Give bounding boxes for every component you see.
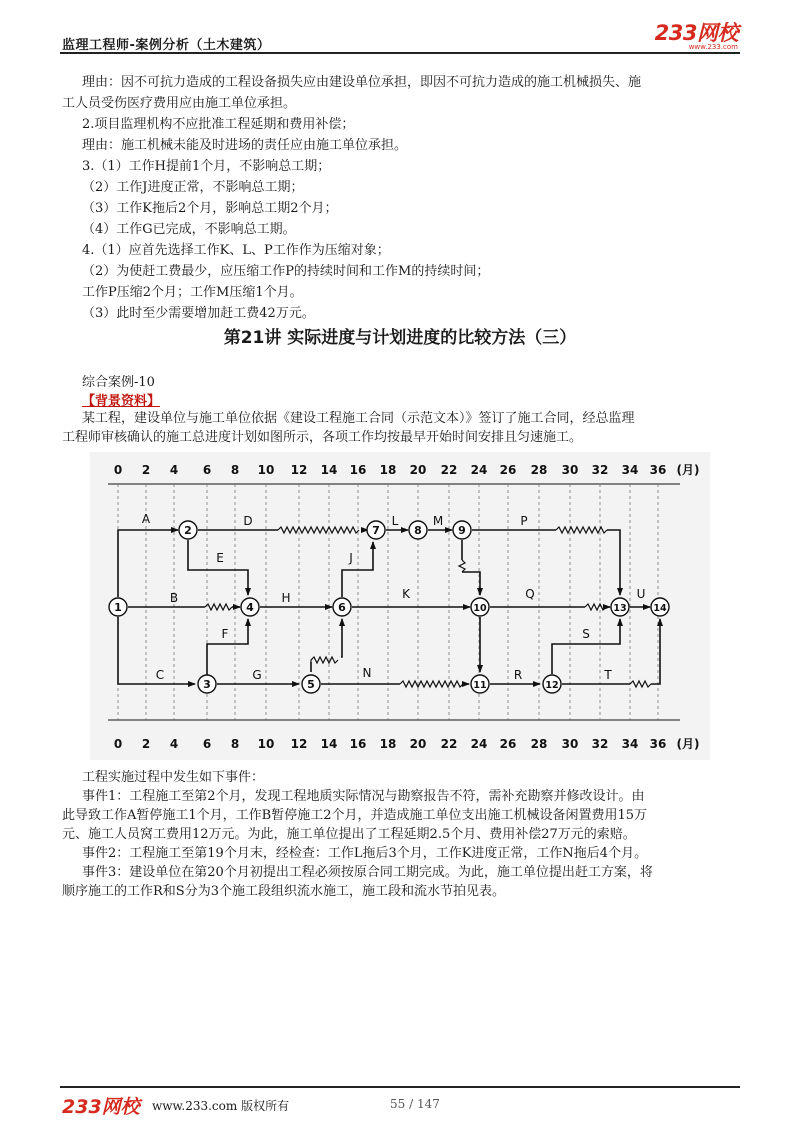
time-label: 6 <box>202 463 212 477</box>
activity-label: F <box>221 627 229 641</box>
node-8 <box>409 521 427 539</box>
copyright-text: www.233.com 版权所有 <box>152 1099 290 1113</box>
time-label: 14 <box>320 463 338 477</box>
logo-text: 233网校 <box>654 21 738 45</box>
svg-text:12: 12 <box>545 680 559 691</box>
node-3 <box>198 675 216 693</box>
time-label: 4 <box>169 463 179 477</box>
answer-line: （2）为使赶工费最少，应压缩工作P的持续时间和工作M的持续时间； <box>82 264 490 279</box>
svg-text:14: 14 <box>653 603 667 614</box>
activity-label: E <box>216 551 224 565</box>
answer-line: （4）工作G已完成，不影响总工期。 <box>82 222 296 237</box>
time-label: 34 <box>621 737 639 751</box>
page-footer <box>60 1086 740 1122</box>
activity-label: P <box>520 514 528 528</box>
activity-label: N <box>362 666 372 680</box>
activity-label: J <box>349 551 353 565</box>
page-number: 55 / 147 <box>390 1097 440 1111</box>
time-label: 32 <box>591 463 609 477</box>
node-11 <box>471 675 489 693</box>
activity-label: A <box>141 512 151 526</box>
activity-label: T <box>604 668 612 682</box>
answer-line: 工人员受伤医疗费用应由施工单位承担。 <box>62 96 297 111</box>
time-label: 32 <box>591 737 609 751</box>
time-label: 0 <box>113 463 123 477</box>
background-line: 某工程，建设单位与施工单位依据《建设工程施工合同（示范文本）》签订了施工合同，经总监理 <box>82 411 635 426</box>
section-heading: 第21讲 实际进度与计划进度的比较方法（三） <box>223 328 577 348</box>
svg-text:13: 13 <box>613 603 627 614</box>
svg-text:3: 3 <box>203 678 211 691</box>
answer-line: 理由：施工机械未能及时进场的责任应由施工单位承担。 <box>82 138 408 153</box>
time-label: 30 <box>561 463 579 477</box>
unit-label: (月) <box>676 737 700 751</box>
svg-text:4: 4 <box>246 601 254 614</box>
activity-label: U <box>636 587 646 601</box>
time-label: 28 <box>530 463 548 477</box>
footer-logo: 233网校 <box>62 1096 140 1118</box>
event-line: 元、施工人员窝工费用12万元。为此，施工单位提出了工程延期2.5个月、费用补偿27万元的索赔。 <box>62 827 636 842</box>
node-13 <box>611 598 629 616</box>
activity-label: D <box>243 514 253 528</box>
time-label: 14 <box>320 737 338 751</box>
svg-text:8: 8 <box>414 524 422 537</box>
time-label: 30 <box>561 737 579 751</box>
activity-label: R <box>513 668 523 682</box>
time-label: 4 <box>169 737 179 751</box>
activity-label: L <box>391 514 399 528</box>
answer-line: （2）工作J进度正常，不影响总工期； <box>82 180 304 195</box>
activity-label: M <box>432 514 444 528</box>
time-label: 36 <box>649 737 667 751</box>
time-label: 26 <box>499 737 517 751</box>
node-6 <box>333 598 351 616</box>
time-label: 26 <box>499 463 517 477</box>
node-1 <box>109 598 127 616</box>
activity-label: G <box>252 668 262 682</box>
time-label: 16 <box>349 463 367 477</box>
time-label: 10 <box>257 463 275 477</box>
network-diagram <box>90 452 710 760</box>
time-label: 6 <box>202 737 212 751</box>
time-label: 0 <box>113 737 123 751</box>
time-label: 18 <box>379 463 397 477</box>
event-line: 顺序施工的工作R和S分为3个施工段组织流水施工，施工段和流水节拍见表。 <box>62 884 505 899</box>
svg-text:6: 6 <box>338 601 346 614</box>
time-label: 16 <box>349 737 367 751</box>
node-14 <box>651 598 669 616</box>
time-label: 34 <box>621 463 639 477</box>
svg-text:2: 2 <box>184 524 192 537</box>
time-label: 22 <box>440 737 458 751</box>
svg-text:5: 5 <box>307 678 315 691</box>
activity-e-arrow <box>188 540 248 595</box>
time-label: 12 <box>290 737 308 751</box>
background-line: 工程师审核确认的施工总进度计划如图所示，各项工作均按最早开始时间安排且匀速施工。 <box>62 430 583 445</box>
time-label: 8 <box>230 737 240 751</box>
page-header <box>60 22 740 54</box>
time-label: 18 <box>379 737 397 751</box>
answer-line: 3.（1）工作H提前1个月，不影响总工期； <box>82 159 331 174</box>
node-7 <box>367 521 385 539</box>
time-label: 24 <box>470 463 488 477</box>
time-label: 10 <box>257 737 275 751</box>
activity-label: C <box>155 668 165 682</box>
unit-label: (月) <box>676 463 700 477</box>
time-label: 12 <box>290 463 308 477</box>
answer-line: 理由：因不可抗力造成的工程设备损失应由建设单位承担，即因不可抗力造成的施工机械损失、施 <box>82 75 642 90</box>
event-line: 事件1：工程施工至第2个月，发现工程地质实际情况与勘察报告不符，需补充勘察并修改设计。由 <box>82 789 645 804</box>
node-9 <box>453 521 471 539</box>
svg-text:10: 10 <box>473 603 487 614</box>
answer-line: 工作P压缩2个月；工作M压缩1个月。 <box>82 285 303 300</box>
svg-text:1: 1 <box>114 601 122 614</box>
time-label: 20 <box>409 463 427 477</box>
case-title: 综合案例-10 <box>82 375 155 390</box>
answer-line: 2.项目监理机构不应批准工程延期和费用补偿； <box>82 117 355 132</box>
node-2 <box>179 521 197 539</box>
activity-label: S <box>582 627 590 641</box>
svg-text:7: 7 <box>372 524 380 537</box>
event-line: 事件3：建设单位在第20个月初提出工程必须按原合同工期完成。为此，施工单位提出赶工方案，将 <box>82 865 653 880</box>
answer-line: （3）此时至少需要增加赶工费42万元。 <box>82 306 315 321</box>
answer-line: （3）工作K拖后2个月，影响总工期2个月； <box>82 201 338 216</box>
event-line: 此导致工作A暂停施工1个月，工作B暂停施工2个月，并造成施工单位支出施工机械设备闲置费用15万 <box>62 808 648 823</box>
activity-j-arrow <box>342 542 373 597</box>
activity-label: Q <box>525 587 535 601</box>
event-line: 工程实施过程中发生如下事件： <box>82 770 265 785</box>
activity-label: B <box>169 591 179 605</box>
brand-logo <box>655 22 738 51</box>
activity-label: H <box>281 591 291 605</box>
time-label: 2 <box>141 463 151 477</box>
node-5 <box>302 675 320 693</box>
time-label: 28 <box>530 737 548 751</box>
logo-url: www.233.com <box>688 43 738 51</box>
time-label: 24 <box>470 737 488 751</box>
svg-text:11: 11 <box>473 680 487 691</box>
time-label: 20 <box>409 737 427 751</box>
time-label: 36 <box>649 463 667 477</box>
event-line: 事件2：工程施工至第19个月末，经检查：工作L拖后3个月，工作K进度正常，工作N拖后4个月。 <box>82 846 648 861</box>
time-label: 22 <box>440 463 458 477</box>
node-12 <box>543 675 561 693</box>
activity-label: K <box>402 587 410 601</box>
svg-text:9: 9 <box>458 524 466 537</box>
time-label: 2 <box>141 737 151 751</box>
time-label: 8 <box>230 463 240 477</box>
node-10 <box>471 598 489 616</box>
activity-a-arrow <box>118 530 178 597</box>
document-title: 监理工程师-案例分析（土木建筑） <box>62 38 271 53</box>
node-4 <box>241 598 259 616</box>
answer-line: 4.（1）应首先选择工作K、L、P工作作为压缩对象； <box>82 243 390 258</box>
background-tag: 【背景资料】 <box>82 394 161 409</box>
